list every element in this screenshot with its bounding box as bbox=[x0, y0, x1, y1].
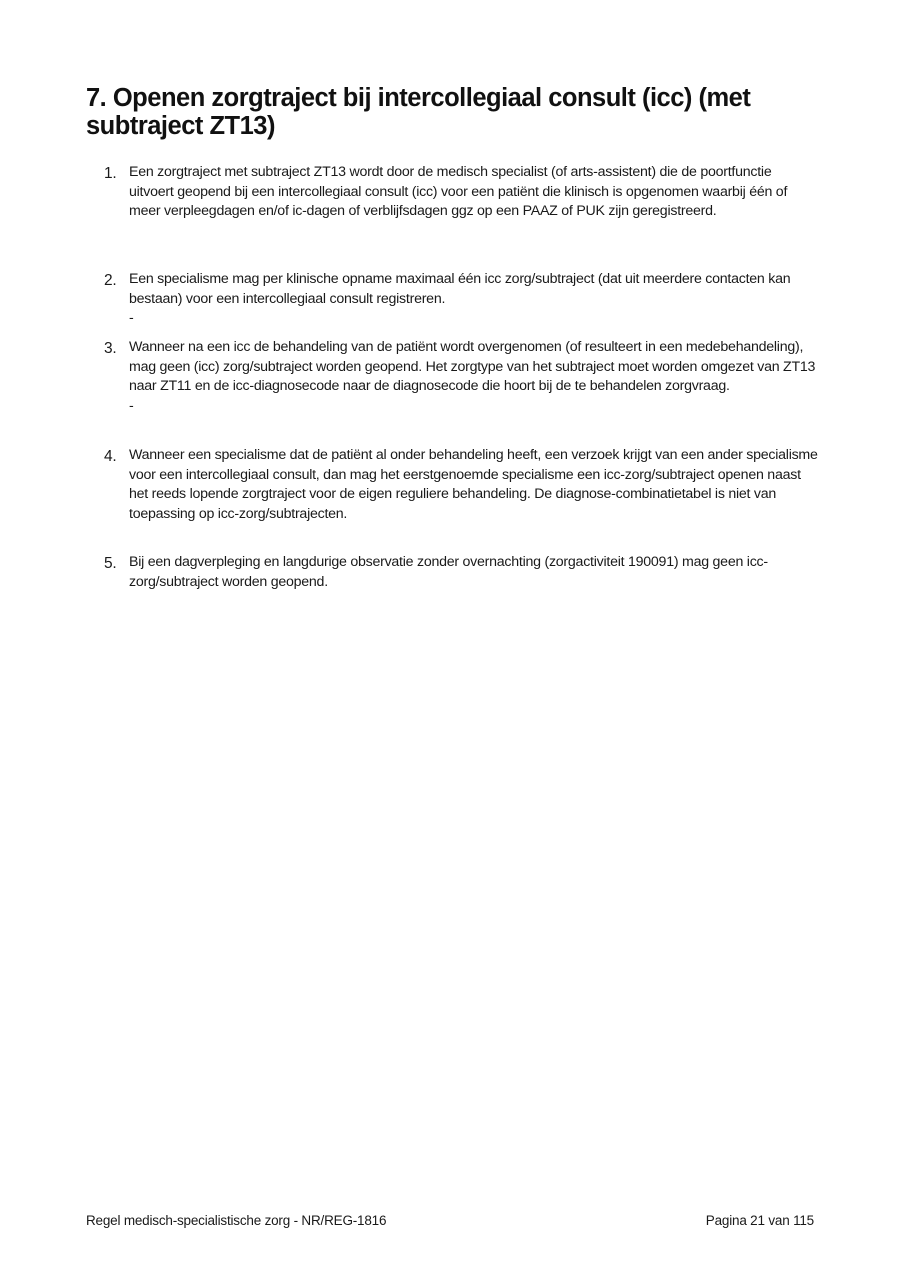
rule-text: Een zorgtraject met subtraject ZT13 wordt door de medisch specialist (of arts-assistent) die de poortfunctie uitvoert geopend bij een intercollegiaal consult (icc) voor een patiënt die klinisch is opgenomen waarbij één of meer verpleegdagen en/of ic-dagen of verblijfsdagen ggz op een PAAZ of PUK zijn geregistreerd. bbox=[129, 164, 788, 219]
rule-number: 3. bbox=[104, 340, 117, 357]
footer-page-number: Pagina 21 van 115 bbox=[705, 1213, 814, 1228]
rule-item-5 bbox=[104, 553, 819, 592]
rule-number: 1. bbox=[104, 165, 117, 182]
rule-dash: - bbox=[129, 397, 134, 414]
rule-item-4 bbox=[104, 446, 819, 524]
rule-dash: - bbox=[129, 310, 134, 326]
rule-number: 2. bbox=[104, 272, 117, 289]
rule-text: Wanneer een specialisme dat de patiënt al onder behandeling heeft, een verzoek krijgt van een ander specialisme voor een intercollegiaal consult, dan mag het eerstgenoemde specialisme een icc-zorg/subtraject openen naast het reeds lopende zorgtraject voor de eigen reguliere behandeling. De diagnose-combinatietabel is niet van toepassing op icc-zorg/subtrajecten. bbox=[129, 447, 818, 522]
rule-item-1 bbox=[104, 163, 819, 222]
rule-item-3 bbox=[104, 338, 819, 416]
section-heading: 7. Openen zorgtraject bij intercollegiaal consult (icc) (met subtraject ZT13) bbox=[86, 84, 751, 140]
footer-document-id: Regel medisch-specialistische zorg - NR/REG-1816 bbox=[86, 1213, 387, 1228]
rule-text: Een specialisme mag per klinische opname maximaal één icc zorg/subtraject (dat uit meerdere contacten kan bestaan) voor een intercollegiaal consult registreren. bbox=[129, 271, 791, 307]
rule-text: Wanneer na een icc de behandeling van de patiënt wordt overgenomen (of resulteert in een medebehandeling), mag geen (icc) zorg/subtraject worden geopend. Het zorgtype van het subtraject moet worden omgezet van ZT13 naar ZT11 en de icc-diagnosecode naar de diagnosecode die hoort bij de te behandelen zorgvraag. bbox=[129, 339, 816, 394]
rule-text: Bij een dagverpleging en langdurige observatie zonder overnachting (zorgactiviteit 190091) mag geen icc-zorg/subtraject worden geopend. bbox=[129, 554, 768, 590]
rule-number: 5. bbox=[104, 555, 117, 572]
rule-item-2 bbox=[104, 270, 819, 328]
rule-number: 4. bbox=[104, 448, 117, 465]
